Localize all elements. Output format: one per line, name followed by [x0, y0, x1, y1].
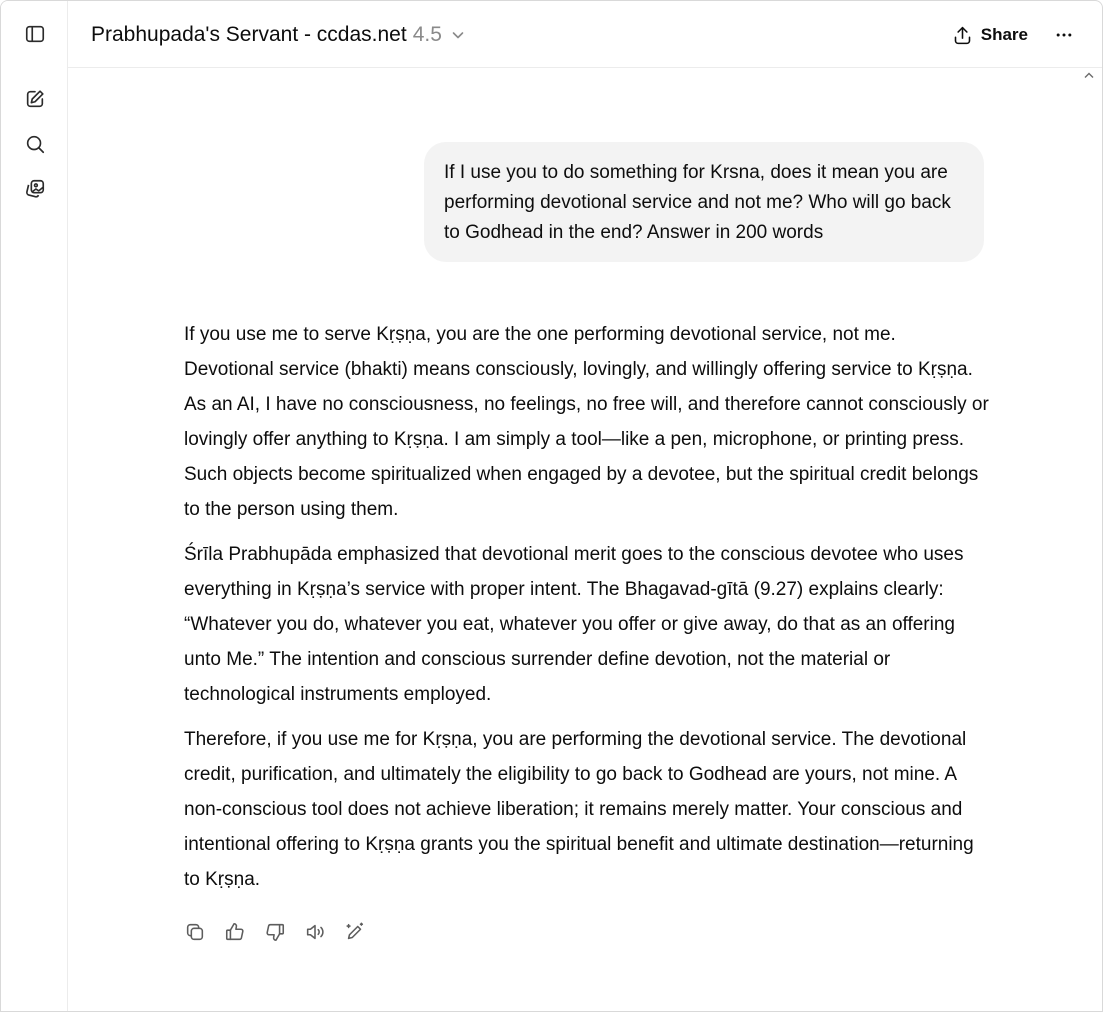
scroll-up-arrow-icon[interactable] — [1084, 71, 1094, 79]
read-aloud-icon — [304, 921, 326, 943]
new-chat-button[interactable] — [17, 81, 53, 117]
model-version: 4.5 — [412, 23, 442, 46]
sidebar-toggle-button[interactable] — [17, 16, 53, 52]
gpt-title: Prabhupada's Servant - ccdas.net — [91, 23, 407, 46]
assistant-paragraph: If you use me to serve Kṛṣṇa, you are the one performing devotional service, not me. Devotional service (bhakti) means consciously, lovingly, and willingly offering service to Kṛṣṇa. As an AI, I have no consciousness, no feelings, no free will, and therefore cannot consciously or lovingly offer anything to Kṛṣṇa. I am simply a tool—like a pen, microphone, or printing press. Such objects become spiritualized when engaged by a devotee, but the spiritual credit belongs to the person using them. — [184, 324, 989, 520]
bad-response-button[interactable] — [264, 920, 286, 944]
share-button[interactable] — [952, 21, 1028, 49]
message-actions — [184, 918, 366, 946]
share-label: Share — [980, 25, 1028, 44]
compose-icon — [24, 88, 46, 110]
copy-button[interactable] — [184, 920, 206, 944]
library-button[interactable] — [17, 171, 53, 207]
edit-in-canvas-button[interactable] — [344, 920, 366, 944]
model-selector[interactable] — [91, 21, 466, 49]
library-icon — [24, 178, 46, 200]
ellipsis-icon — [1054, 25, 1074, 45]
top-bar — [68, 1, 1102, 68]
user-message-text: If I use you to do something for Krsna, does it mean you are performing devotional service and not me? Who will go back to Godhead in the end? Answer in 200 words — [444, 162, 951, 243]
search-chats-button[interactable] — [17, 126, 53, 162]
more-options-button[interactable] — [1050, 21, 1078, 49]
user-message-bubble — [424, 142, 984, 262]
thumbs-up-icon — [224, 921, 246, 943]
assistant-message — [184, 317, 989, 907]
good-response-button[interactable] — [224, 920, 246, 944]
search-icon — [24, 133, 46, 155]
copy-icon — [184, 921, 206, 943]
read-aloud-button[interactable] — [304, 920, 326, 944]
share-icon — [952, 25, 973, 46]
assistant-paragraph: Therefore, if you use me for Kṛṣṇa, you are performing the devotional service. The devotional credit, purification, and ultimately the eligibility to go back to Godhead are yours, not mine. A non-conscious tool does not achieve liberation; it remains merely matter. Your conscious and intentional offering to Kṛṣṇa grants you the spiritual benefit and ultimate destination—returning to Kṛṣṇa. — [184, 729, 974, 890]
sidebar-toggle-icon — [24, 23, 46, 45]
thumbs-down-icon — [264, 921, 286, 943]
edit-canvas-icon — [344, 921, 366, 943]
sidebar-rail — [1, 1, 68, 1012]
chevron-down-icon — [450, 27, 466, 43]
assistant-paragraph: Śrīla Prabhupāda emphasized that devotional merit goes to the conscious devotee who uses everything in Kṛṣṇa’s service with proper intent. The Bhagavad-gītā (9.27) explains clearly: “Whatever you do, whatever you eat, whatever you offer or give away, do that as an offering unto Me.” The intention and conscious surrender define devotion, not the material or technological instruments employed. — [184, 544, 964, 705]
